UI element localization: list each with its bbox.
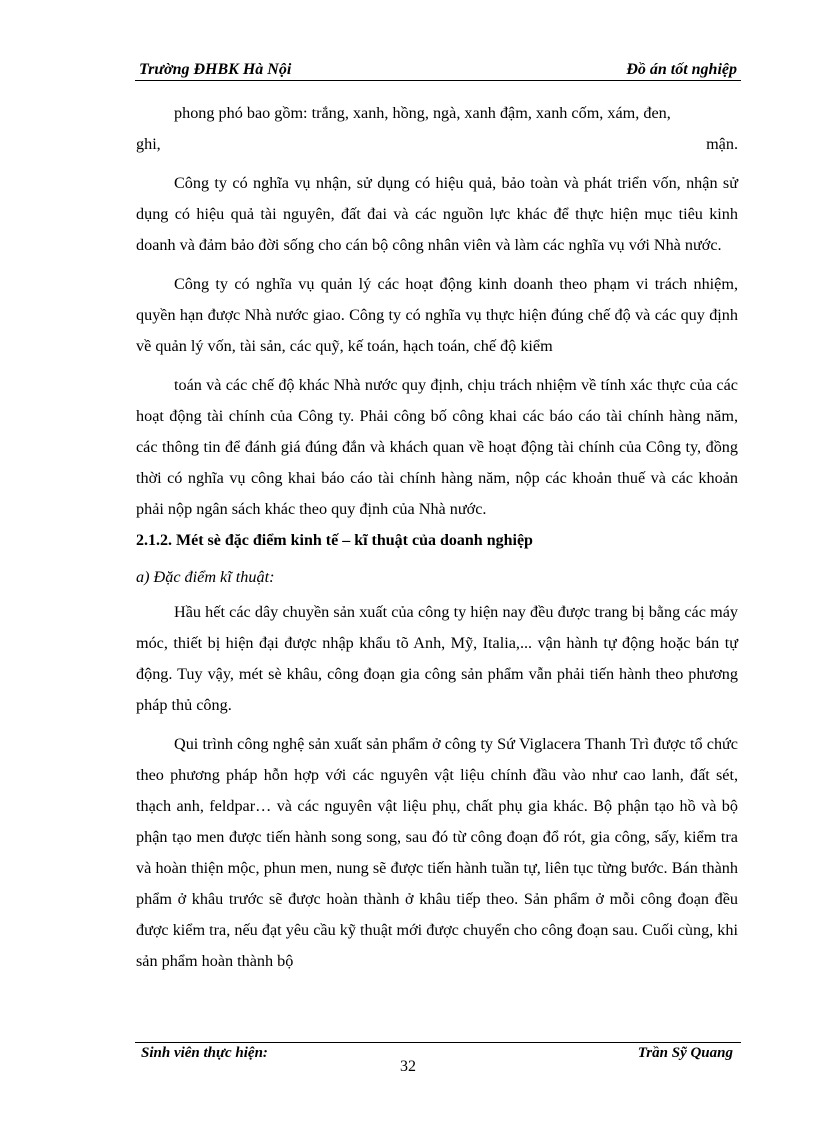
page-header [135,58,741,81]
paragraph-equipment: Hầu hết các dây chuyền sản xuất của công ty hiện nay đều được trang bị bằng các máy móc, thiết bị hiện đại được nhập khẩu tõ Anh, Mỹ, Italia,... vận hành tự động hoặc bán tự động. Tuy vậy, mét sè khâu, công đoạn gia công sản phẩm vẫn phải tiến hành theo phương pháp thủ công. [136,603,738,714]
paragraph-colors-line2-right: mận. [706,135,738,153]
section-subheading: a) Đặc điểm kĩ thuật: [136,568,275,586]
paragraph-obligation-capital: Công ty có nghĩa vụ nhận, sử dụng có hiệu quả, bảo toàn và phát triển vốn, nhận sử dụng có hiệu quả tài nguyên, đất đai và các nguồn lực khác để thực hiện mục tiêu kinh doanh và đảm bảo đời sống cho cán bộ công nhân viên và làm các nghĩa vụ với Nhà nước. [136,174,738,254]
page-content [136,98,738,977]
paragraph-obligation-management: Công ty có nghĩa vụ quản lý các hoạt động kinh doanh theo phạm vi trách nhiệm, quyền hạn được Nhà nước giao. Công ty có nghĩa vụ thực hiện đúng chế độ và các quy định về quản lý vốn, tài sản, các quỹ, kế toán, hạch toán, chế độ kiểm [136,275,738,355]
paragraph-process: Qui trình công nghệ sản xuất sản phẩm ở công ty Sứ Viglacera Thanh Trì được tổ chức theo phương pháp hỗn hợp với các nguyên vật liệu chính đầu vào như cao lanh, đất sét, thạch anh, feldpar… và các nguyên vật liệu phụ, chất phụ gia khác. Bộ phận tạo hồ và bộ phận tạo men được tiến hành song song, sau đó từ công đoạn đổ rót, gia công, sấy, kiểm tra và hoàn thiện mộc, phun men, nung sẽ được tiến hành tuần tự, liên tục từng bước. Bán thành phẩm ở khâu trước sẽ được hoàn thành ở khâu tiếp theo. Sản phẩm ở mỗi công đoạn đều được kiểm tra, nếu đạt yêu cầu kỹ thuật mới được chuyển cho công đoạn sau. Cuối cùng, khi sản phẩm hoàn thành bộ [136,735,738,970]
page-number: 32 [400,1058,416,1075]
page-footer [135,1042,741,1061]
header-school: Trường ĐHBK Hà Nội [139,61,292,78]
section-heading: 2.1.2. Mét sè đặc điểm kinh tế – kĩ thuật của doanh nghiệp [136,532,533,549]
paragraph-obligation-audit: toán và các chế độ khác Nhà nước quy định, chịu trách nhiệm về tính xác thực của các hoạt động tài chính của Công ty. Phải công bố công khai các báo cáo tài chính hàng năm, các thông tin để đánh giá đúng đắn và khách quan về hoạt động tài chính của Công ty, đồng thời có nghĩa vụ công khai báo cáo tài chính hàng năm, nộp các khoản thuế và các khoản phải nộp ngân sách khác theo quy định của Nhà nước. [136,376,738,518]
footer-student-label: Sinh viên thực hiện: [141,1045,268,1061]
paragraph-colors-line2-left: ghi, [136,135,161,153]
paragraph-colors [136,98,738,129]
paragraph-colors-line2 [136,129,738,160]
footer-student-name: Trần Sỹ Quang [637,1045,733,1061]
paragraph-colors-line1: phong phó bao gồm: trắng, xanh, hồng, ngà, xanh đậm, xanh cốm, xám, đen, [174,104,671,122]
header-doc-type: Đồ án tốt nghiệp [626,61,737,78]
